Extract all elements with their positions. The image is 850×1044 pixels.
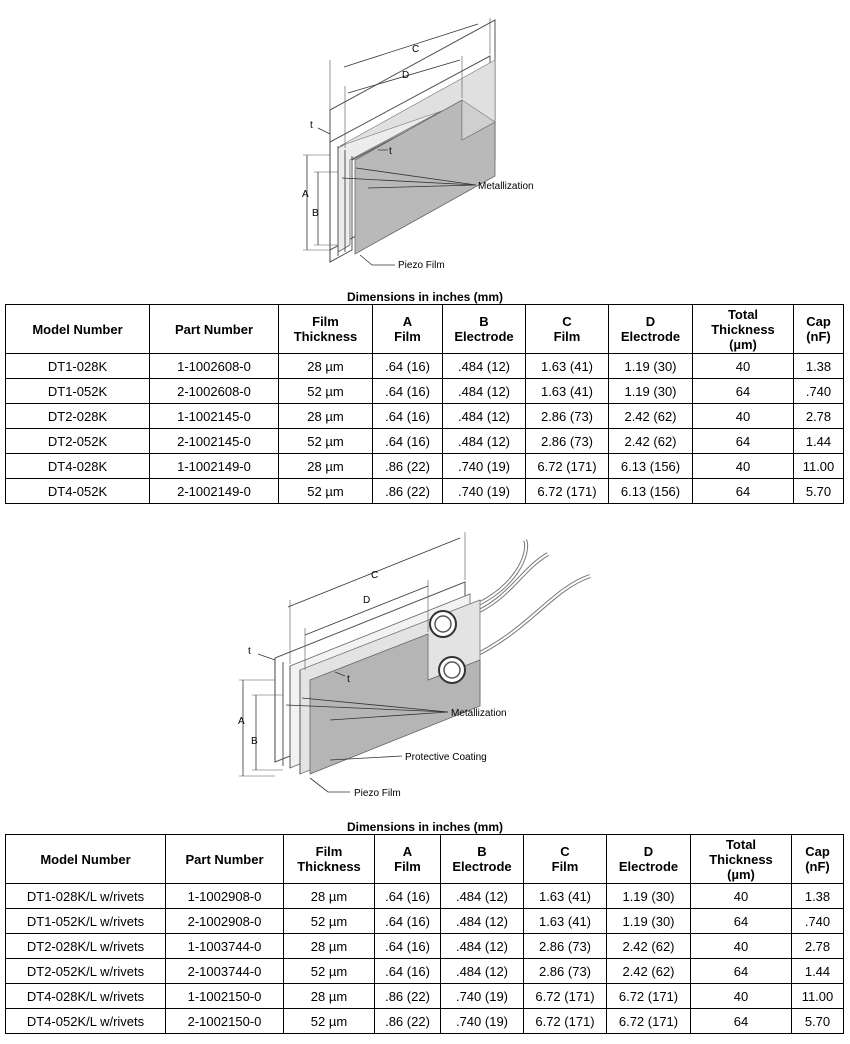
table-header-row [6,305,844,354]
cell-model-number: DT2-028K/L w/rivets [6,934,166,959]
cell-a-film: .86 (22) [373,454,443,479]
cell-cap: .740 [794,379,844,404]
cell-film-thickness: 28 µm [279,454,373,479]
header-d-electrode: D Electrode [607,835,691,884]
cell-a-film: .86 (22) [375,1009,441,1034]
table-header-row [6,835,844,884]
header-model-number: Model Number [6,305,150,354]
dim-c-label-2: C [371,570,379,581]
cell-c-film: 6.72 (171) [526,479,609,504]
header-total-thickness: Total Thickness (µm) [693,305,794,354]
cell-total-thickness: 64 [693,429,794,454]
cell-film-thickness: 52 µm [284,1009,375,1034]
cell-total-thickness: 40 [693,354,794,379]
cell-total-thickness: 40 [691,984,792,1009]
table2-caption: Dimensions in inches (mm) [346,820,504,834]
table-row [6,959,844,984]
dim-a-label-2: A [238,716,245,727]
header-cap: Cap (nF) [794,305,844,354]
cell-model-number: DT1-028K [6,354,150,379]
cell-total-thickness: 64 [693,479,794,504]
cell-film-thickness: 28 µm [279,404,373,429]
cell-model-number: DT2-052K/L w/rivets [6,959,166,984]
table-row [6,429,844,454]
cell-b-electrode: .740 (19) [441,1009,524,1034]
metallization-label: Metallization [478,181,534,192]
header-film-thickness: Film Thickness [284,835,375,884]
header-c-film: C Film [526,305,609,354]
dimensions-table-standard [5,304,844,504]
cell-a-film: .64 (16) [373,379,443,404]
cell-d-electrode: 1.19 (30) [607,909,691,934]
cell-cap: 11.00 [794,454,844,479]
cell-cap: 2.78 [792,934,844,959]
cell-c-film: 1.63 (41) [526,379,609,404]
cell-a-film: .86 (22) [373,479,443,504]
table-row [6,1009,844,1034]
cell-model-number: DT2-028K [6,404,150,429]
header-b-electrode: B Electrode [443,305,526,354]
cell-c-film: 2.86 (73) [524,959,607,984]
cell-cap: 1.44 [792,959,844,984]
cell-b-electrode: .740 (19) [441,984,524,1009]
cell-b-electrode: .740 (19) [443,479,526,504]
cell-cap: .740 [792,909,844,934]
cell-c-film: 1.63 (41) [526,354,609,379]
table1-caption: Dimensions in inches (mm) [346,290,504,304]
dim-c-label: C [412,44,420,55]
cell-cap: 5.70 [794,479,844,504]
table-row [6,984,844,1009]
header-cap: Cap (nF) [792,835,844,884]
metallization-label-2: Metallization [451,708,507,719]
cell-b-electrode: .484 (12) [441,909,524,934]
cell-film-thickness: 52 µm [279,479,373,504]
cell-d-electrode: 6.13 (156) [609,479,693,504]
cell-d-electrode: 2.42 (62) [609,429,693,454]
cell-d-electrode: 1.19 (30) [609,354,693,379]
header-b-electrode: B Electrode [441,835,524,884]
cell-a-film: .64 (16) [375,909,441,934]
dim-t-inner-label: t [389,146,392,157]
protective-coating-label: Protective Coating [405,752,487,763]
header-model-number: Model Number [6,835,166,884]
cell-cap: 1.44 [794,429,844,454]
cell-part-number: 2-1002908-0 [166,909,284,934]
sensor-diagram-rivets-svg [0,530,850,810]
cell-a-film: .64 (16) [375,884,441,909]
table-row [6,934,844,959]
cell-part-number: 1-1002149-0 [150,454,279,479]
cell-model-number: DT2-052K [6,429,150,454]
cell-cap: 11.00 [792,984,844,1009]
cell-a-film: .64 (16) [375,959,441,984]
header-a-film: A Film [373,305,443,354]
piezo-film-label-2: Piezo Film [354,788,401,799]
dim-d-label: D [402,70,410,81]
sensor-diagram-standard [0,0,850,285]
cell-model-number: DT1-052K [6,379,150,404]
cell-part-number: 1-1003744-0 [166,934,284,959]
cell-b-electrode: .484 (12) [441,884,524,909]
header-a-film: A Film [375,835,441,884]
table-row [6,454,844,479]
cell-c-film: 2.86 (73) [526,429,609,454]
cell-part-number: 1-1002145-0 [150,404,279,429]
cell-film-thickness: 28 µm [279,354,373,379]
header-film-thickness: Film Thickness [279,305,373,354]
cell-d-electrode: 1.19 (30) [609,379,693,404]
cell-d-electrode: 2.42 (62) [609,404,693,429]
cell-model-number: DT1-028K/L w/rivets [6,884,166,909]
cell-film-thickness: 28 µm [284,984,375,1009]
cell-total-thickness: 64 [691,909,792,934]
cell-b-electrode: .484 (12) [443,404,526,429]
table-row [6,404,844,429]
piezo-film-label: Piezo Film [398,260,445,271]
cell-b-electrode: .740 (19) [443,454,526,479]
cell-total-thickness: 64 [691,959,792,984]
cell-c-film: 2.86 (73) [524,934,607,959]
cell-part-number: 1-1002150-0 [166,984,284,1009]
cell-film-thickness: 52 µm [284,959,375,984]
cell-c-film: 6.72 (171) [524,984,607,1009]
dim-t-outer-label: t [310,120,313,131]
cell-d-electrode: 1.19 (30) [607,884,691,909]
cell-d-electrode: 6.72 (171) [607,1009,691,1034]
cell-total-thickness: 40 [693,404,794,429]
table-row [6,379,844,404]
cell-cap: 5.70 [792,1009,844,1034]
cell-model-number: DT4-028K/L w/rivets [6,984,166,1009]
dim-b-label: B [312,208,319,219]
cell-d-electrode: 2.42 (62) [607,934,691,959]
cell-total-thickness: 40 [691,934,792,959]
cell-part-number: 2-1002145-0 [150,429,279,454]
cell-b-electrode: .484 (12) [441,959,524,984]
cell-c-film: 6.72 (171) [524,1009,607,1034]
cell-b-electrode: .484 (12) [443,354,526,379]
cell-c-film: 6.72 (171) [526,454,609,479]
dim-t-inner-label-2: t [347,674,350,685]
cell-part-number: 2-1003744-0 [166,959,284,984]
cell-a-film: .64 (16) [373,354,443,379]
cell-film-thickness: 52 µm [279,379,373,404]
cell-b-electrode: .484 (12) [441,934,524,959]
cell-c-film: 1.63 (41) [524,909,607,934]
dim-a-label: A [302,189,309,200]
cell-d-electrode: 2.42 (62) [607,959,691,984]
dimensions-table-rivets [5,834,844,1034]
cell-d-electrode: 6.72 (171) [607,984,691,1009]
header-c-film: C Film [524,835,607,884]
table-row [6,909,844,934]
cell-film-thickness: 28 µm [284,884,375,909]
cell-a-film: .64 (16) [373,429,443,454]
cell-a-film: .86 (22) [375,984,441,1009]
dim-t-outer-label-2: t [248,646,251,657]
cell-b-electrode: .484 (12) [443,379,526,404]
cell-model-number: DT4-052K/L w/rivets [6,1009,166,1034]
cell-model-number: DT1-052K/L w/rivets [6,909,166,934]
cell-total-thickness: 64 [693,379,794,404]
header-part-number: Part Number [166,835,284,884]
cell-c-film: 1.63 (41) [524,884,607,909]
cell-d-electrode: 6.13 (156) [609,454,693,479]
cell-total-thickness: 40 [693,454,794,479]
cell-total-thickness: 64 [691,1009,792,1034]
cell-b-electrode: .484 (12) [443,429,526,454]
cell-model-number: DT4-052K [6,479,150,504]
cell-total-thickness: 40 [691,884,792,909]
cell-model-number: DT4-028K [6,454,150,479]
table-row [6,884,844,909]
dim-b-label-2: B [251,736,258,747]
cell-a-film: .64 (16) [373,404,443,429]
header-part-number: Part Number [150,305,279,354]
cell-cap: 1.38 [792,884,844,909]
dim-d-label-2: D [363,595,371,606]
sensor-diagram-with-rivets [0,530,850,810]
table-row [6,354,844,379]
cell-film-thickness: 52 µm [284,909,375,934]
sensor-diagram-svg [0,0,850,285]
cell-part-number: 2-1002150-0 [166,1009,284,1034]
header-total-thickness: Total Thickness (µm) [691,835,792,884]
cell-part-number: 1-1002908-0 [166,884,284,909]
cell-part-number: 2-1002149-0 [150,479,279,504]
cell-c-film: 2.86 (73) [526,404,609,429]
cell-part-number: 1-1002608-0 [150,354,279,379]
cell-part-number: 2-1002608-0 [150,379,279,404]
cell-cap: 1.38 [794,354,844,379]
table-row [6,479,844,504]
cell-film-thickness: 28 µm [284,934,375,959]
cell-a-film: .64 (16) [375,934,441,959]
header-d-electrode: D Electrode [609,305,693,354]
cell-cap: 2.78 [794,404,844,429]
cell-film-thickness: 52 µm [279,429,373,454]
